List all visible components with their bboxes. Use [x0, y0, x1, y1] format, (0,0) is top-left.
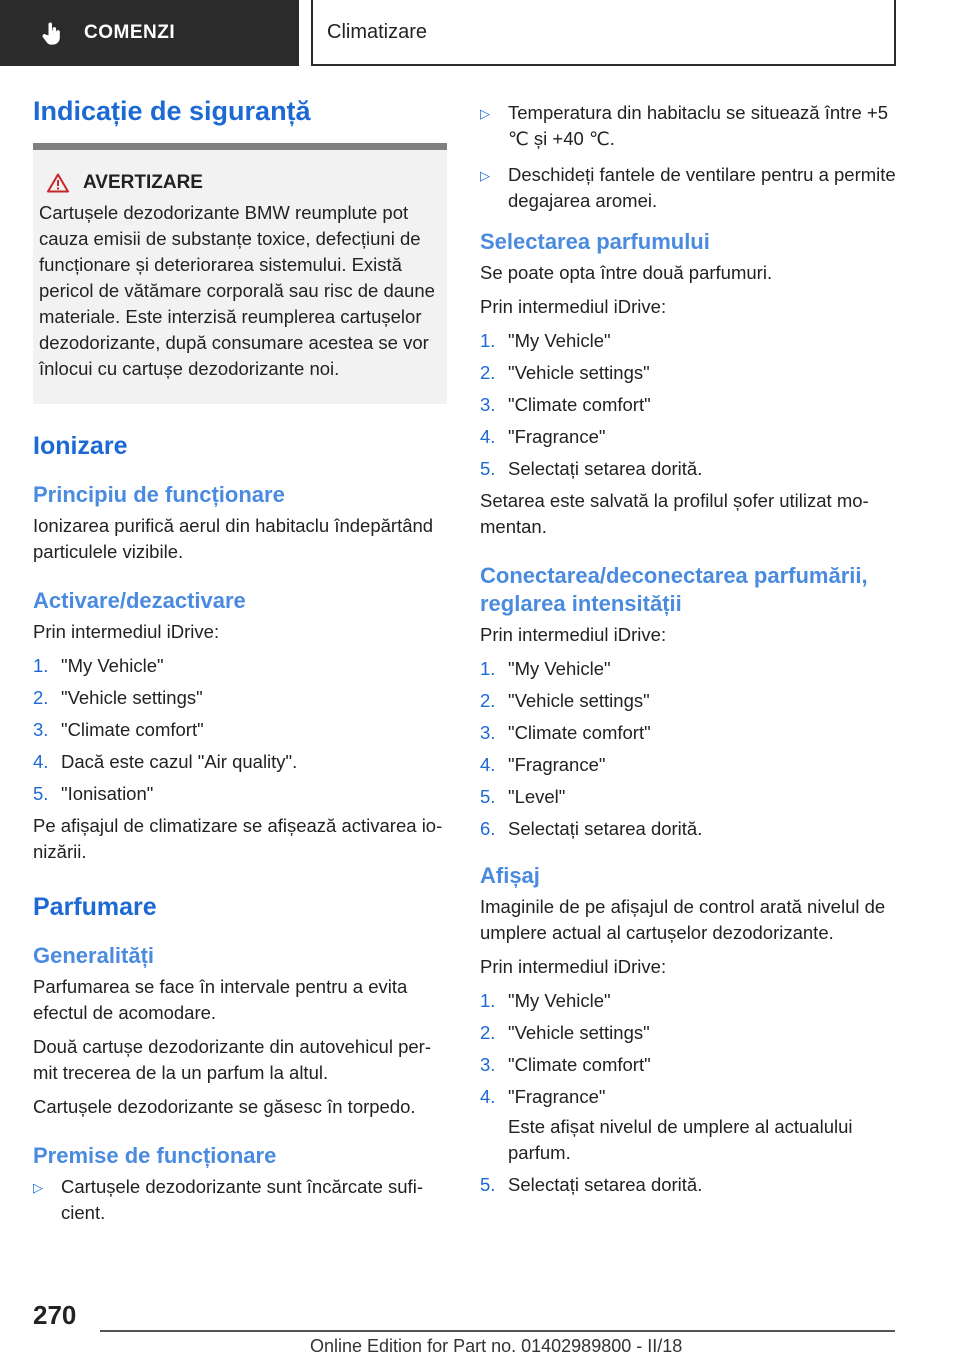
select-steps — [480, 328, 900, 482]
frag-general-p2: Două cartușe dezodorizante din autovehicul permit trecerea de la un parfum la altul. — [33, 1036, 432, 1083]
frag-prereq-title: Premise de funcționare — [33, 1143, 277, 1168]
chapter-tab[interactable] — [311, 0, 896, 66]
connect-title: Conectarea/deconectarea parfumării, reglarea intensității — [480, 563, 868, 616]
list-item: 6. Selectați setarea dorită. — [480, 818, 703, 839]
list-item: 2. "Vehicle settings" — [480, 690, 650, 711]
ion-activate-intro: Prin intermediul iDrive: — [33, 621, 220, 642]
select-title: Selectarea parfumului — [480, 229, 710, 254]
list-item: 5. Selectați setarea dorită. — [480, 458, 703, 479]
list-item: 3. "Climate comfort" — [480, 394, 651, 415]
list-item: ▷ Temperatura din habitaclu se situează între +5 ℃ și +40 ℃. — [480, 100, 900, 152]
list-item: 3. "Climate comfort" — [480, 722, 651, 743]
triangle-bullet-icon: ▷ — [480, 168, 490, 183]
display-intro: Prin intermediul iDrive: — [480, 956, 667, 977]
display-title: Afișaj — [480, 863, 540, 888]
list-item: 1. "My Vehicle" — [480, 330, 611, 351]
hand-pointer-icon — [38, 19, 66, 47]
ion-activate-title: Activare/dezactivare — [33, 588, 246, 613]
list-item: 4. "Fragrance" — [480, 754, 606, 775]
list-item: 4. "Fragrance" — [480, 426, 606, 447]
warning-triangle-icon — [47, 173, 69, 193]
footer-rule — [100, 1330, 895, 1332]
list-item: 4. "Fragrance" Este afișat nivelul de umplere al actualului parfum. — [480, 1084, 900, 1166]
frag-general-p1: Parfumarea se face în intervale pentru a evita efectul de acomodare. — [33, 976, 408, 1023]
select-after: Setarea este salvată la profilul șofer utilizat momentan. — [480, 490, 869, 537]
safety-title: Indicație de siguranță — [33, 96, 311, 126]
left-column — [33, 96, 447, 1240]
right-column — [480, 100, 900, 1204]
page-number: 270 — [33, 1300, 77, 1330]
triangle-bullet-icon: ▷ — [480, 106, 490, 121]
connect-intro: Prin intermediul iDrive: — [480, 624, 667, 645]
section-tab[interactable] — [0, 0, 299, 66]
list-item: 1. "My Vehicle" — [33, 655, 164, 676]
connect-steps — [480, 656, 900, 842]
list-item: ▷ Deschideți fantele de ventilare pentru a permite degajarea aromei. — [480, 162, 900, 214]
warning-box — [33, 150, 447, 404]
ionization-title: Ionizare — [33, 432, 128, 460]
list-item: 5. "Level" — [480, 786, 566, 807]
frag-general-title: Generalități — [33, 943, 155, 968]
display-steps — [480, 988, 900, 1198]
list-item: 3. "Climate comfort" — [480, 1054, 651, 1075]
edition-footer: Online Edition for Part no. 01402989800 - II/18 — [310, 1336, 683, 1356]
list-item: 1. "My Vehicle" — [480, 990, 611, 1011]
fragrance-title: Parfumare — [33, 893, 157, 921]
frag-prereq-list — [33, 1174, 447, 1226]
list-item: 1. "My Vehicle" — [480, 658, 611, 679]
triangle-bullet-icon: ▷ — [33, 1180, 43, 1195]
title-rule — [33, 143, 447, 150]
chapter-label: Climatizare — [327, 20, 428, 43]
ion-after-text: Pe afișajul de climatizare se afișează activarea ionizării. — [33, 815, 443, 862]
list-item: 3. "Climate comfort" — [33, 719, 204, 740]
ion-principle-text: Ionizarea purifică aerul din habitaclu îndepărtând particulele vizibile. — [33, 515, 434, 562]
warning-text: Cartușele dezodorizante BMW reumplute pot cauza emisii de substanțe toxice, defecțiuni de funcționare și deteriorarea sistemului. Există pericol de vătămare corporală sau risc de daune materiale. Este interzisă reumplerea cartușelor dezodorizante, după consumare acestea se vor înlocui cu cartușe dezodorizante noi. — [39, 202, 435, 379]
list-item: 2. "Vehicle settings" — [33, 687, 203, 708]
list-item: ▷ Cartușele dezodorizante sunt încărcate suficient. — [33, 1174, 447, 1226]
step-subtext: Este afișat nivelul de umplere al actualului parfum. — [508, 1116, 853, 1163]
ion-steps — [33, 653, 447, 807]
section-label: COMENZI — [84, 22, 176, 43]
list-item: 2. "Vehicle settings" — [480, 1022, 650, 1043]
select-p1: Se poate opta între două parfumuri. — [480, 262, 773, 283]
page-header — [0, 0, 960, 66]
display-p1: Imaginile de pe afișajul de control arată nivelul de umplere actual al cartușelor dezodorizante. — [480, 896, 886, 943]
select-intro: Prin intermediul iDrive: — [480, 296, 667, 317]
list-item: 5. Selectați setarea dorită. — [480, 1174, 703, 1195]
ion-principle-title: Principiu de funcționare — [33, 482, 285, 507]
list-item: 5. "Ionisation" — [33, 783, 154, 804]
warning-label: AVERTIZARE — [83, 172, 203, 193]
prereq-list-cont — [480, 100, 900, 214]
list-item: 2. "Vehicle settings" — [480, 362, 650, 383]
list-item: 4. Dacă este cazul "Air quality". — [33, 751, 298, 772]
frag-general-p3: Cartușele dezodorizante se găsesc în torpedo. — [33, 1096, 416, 1117]
